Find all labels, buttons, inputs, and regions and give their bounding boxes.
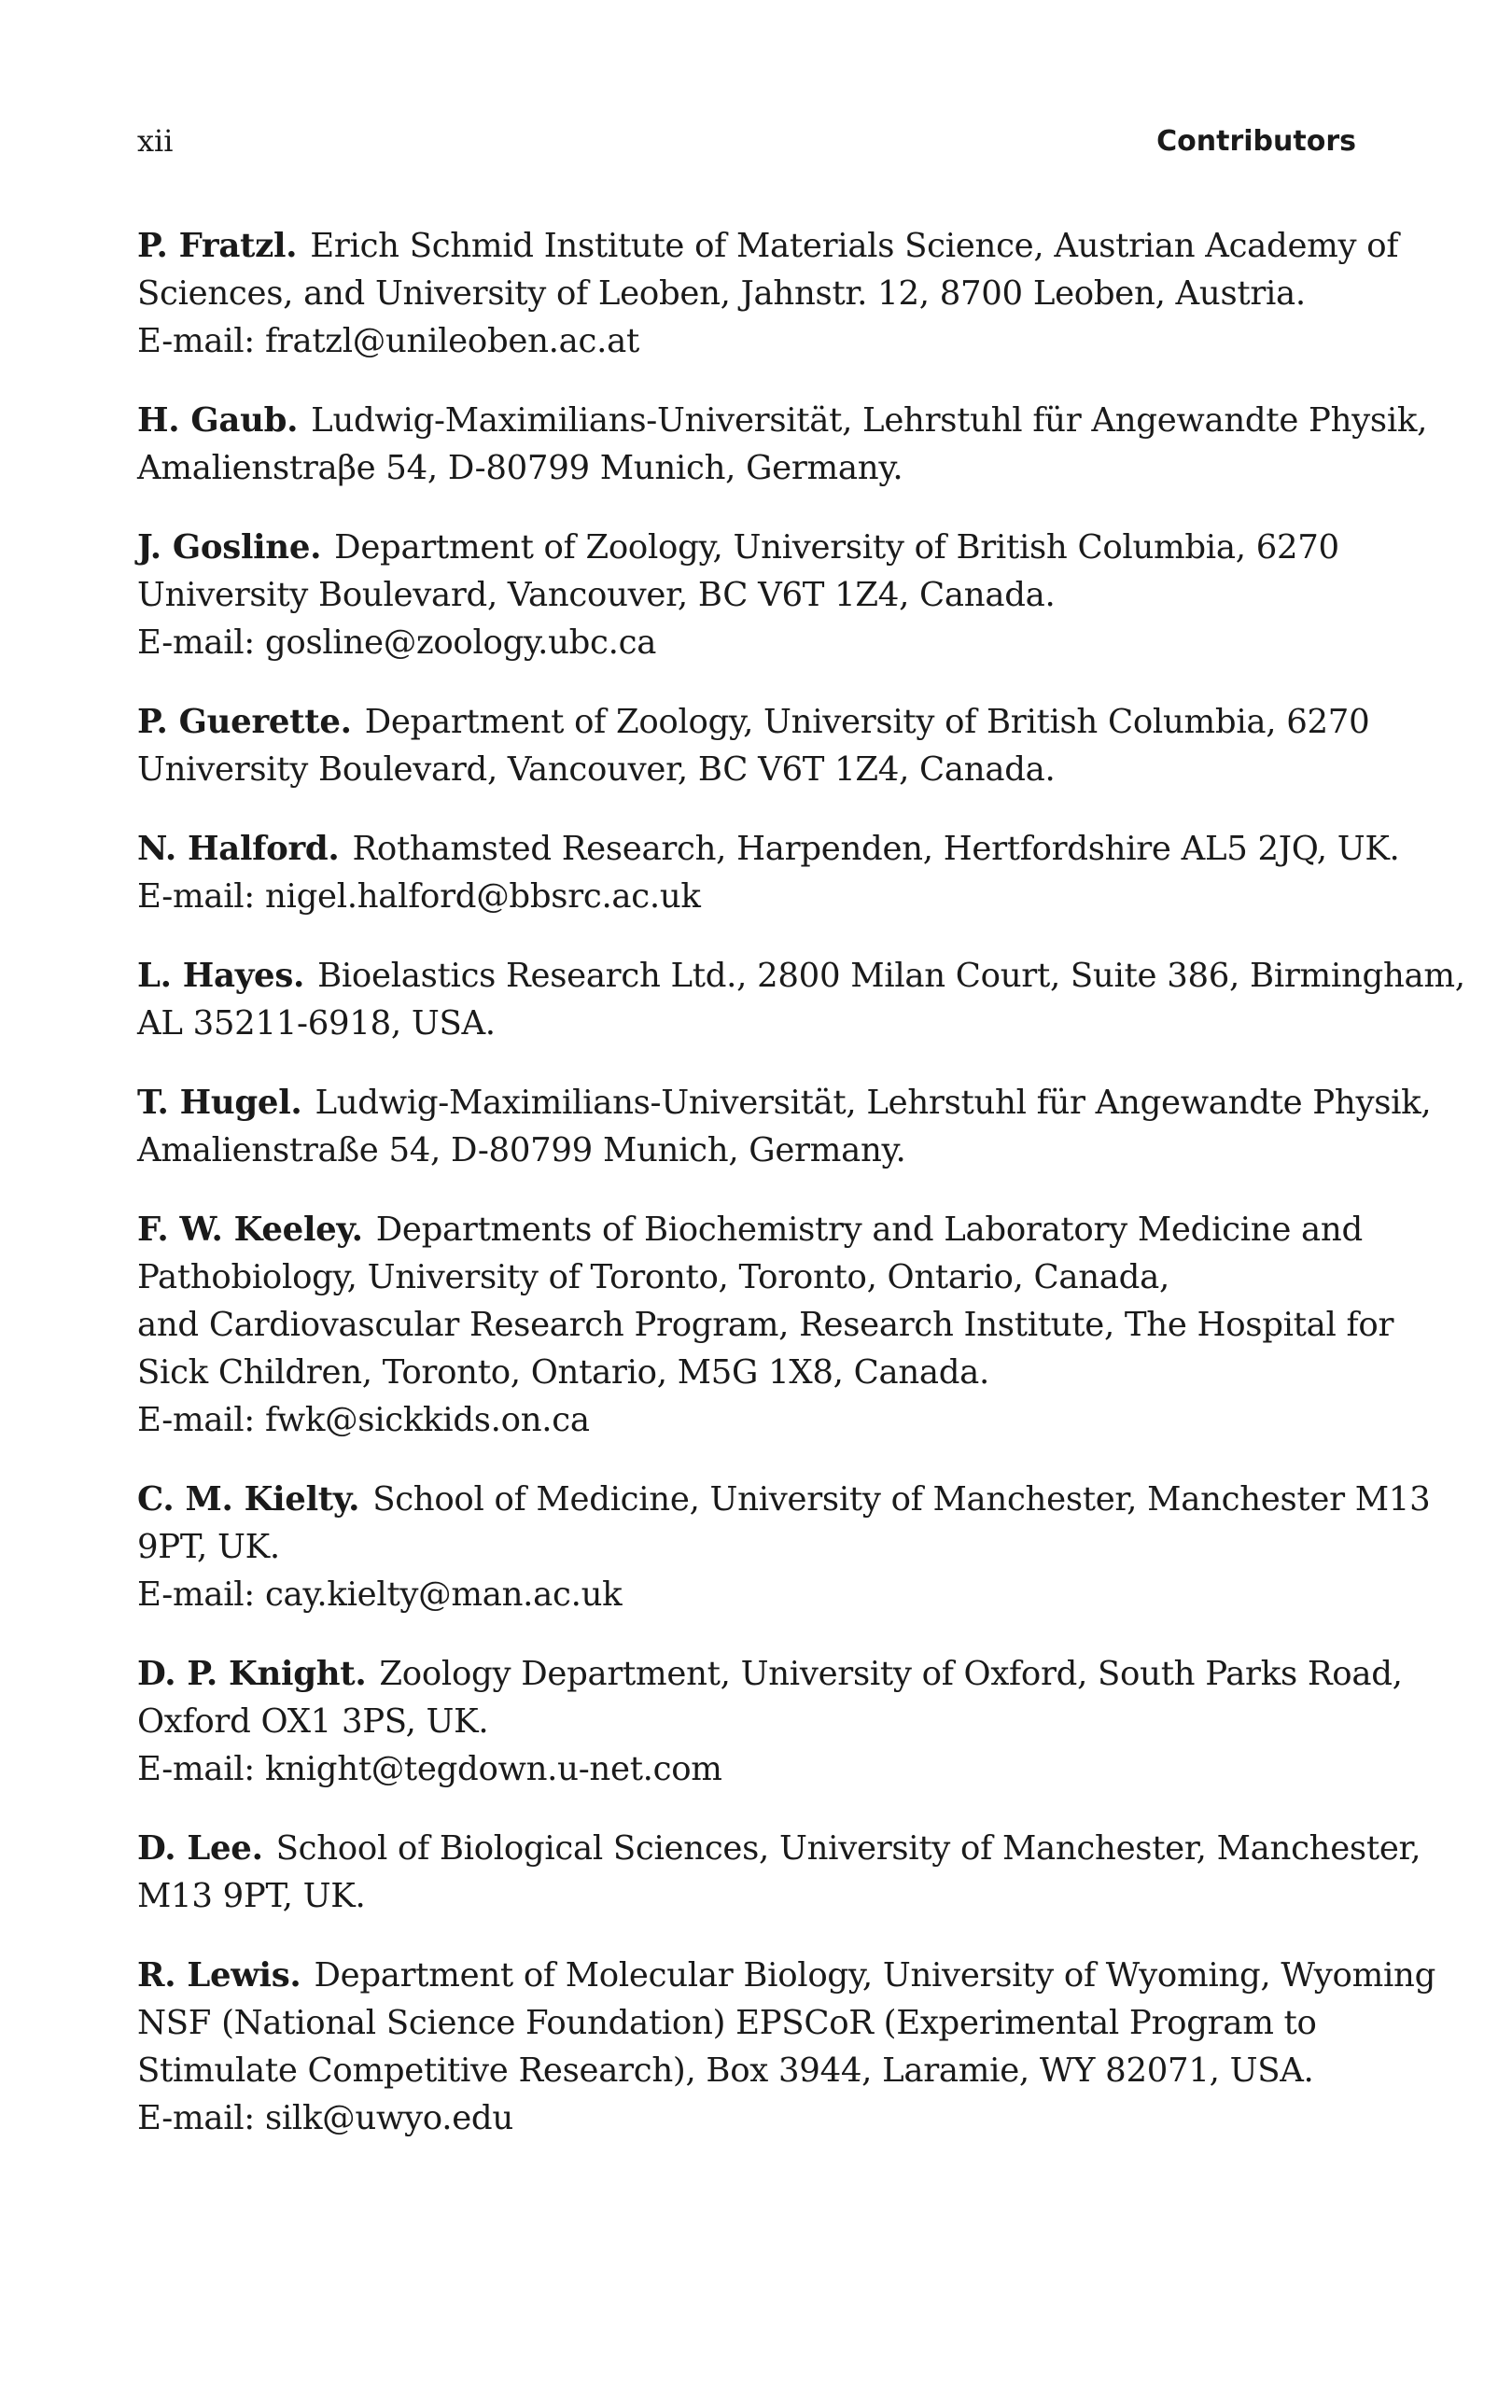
contributor-name: R. Lewis.: [137, 1956, 301, 1995]
affiliation-line: Sick Children, Toronto, Ontario, M5G 1X8, Canada.: [137, 1353, 990, 1392]
affiliation-line: 9PT, UK.: [137, 1528, 280, 1566]
affiliation-line: AL 35211-6918, USA.: [137, 1004, 496, 1043]
contributor-entry: [137, 524, 1379, 666]
contributor-name: F. W. Keeley.: [137, 1211, 363, 1249]
contributor-entry: [137, 1650, 1403, 1793]
affiliation-line: Oxford OX1 3PS, UK.: [137, 1702, 489, 1741]
contributor-name: P. Guerette.: [137, 703, 352, 741]
running-head: [137, 118, 1356, 164]
affiliation-line: Bioelastics Research Ltd., 2800 Milan Court, Suite 386, Birmingham,: [317, 957, 1465, 995]
section-title: Contributors: [1156, 124, 1356, 158]
affiliation-line: University Boulevard, Vancouver, BC V6T 1Z4, Canada.: [137, 576, 1056, 614]
affiliation-line: Ludwig-Maximilians-Universität, Lehrstuhl für Angewandte Physik,: [315, 1084, 1432, 1122]
contributor-entry: [137, 222, 1399, 365]
affiliation-line: Department of Zoology, University of British Columbia, 6270: [364, 703, 1370, 741]
affiliation-line: and Cardiovascular Research Program, Research Institute, The Hospital for: [137, 1306, 1394, 1344]
affiliation-line: Ludwig-Maximilians-Universität, Lehrstuhl für Angewandte Physik,: [311, 401, 1428, 440]
entry-first-line: [137, 1206, 1379, 1253]
contributor-entry: [137, 1952, 1436, 2142]
affiliation-line: Pathobiology, University of Toronto, Toronto, Ontario, Canada,: [137, 1258, 1169, 1296]
affiliation-line: Stimulate Competitive Research), Box 3944, Laramie, WY 82071, USA.: [137, 2051, 1314, 2090]
contributor-name: H. Gaub.: [137, 401, 299, 440]
contributor-name: L. Hayes.: [137, 957, 305, 995]
email-line: E-mail: silk@uwyo.edu: [137, 2099, 513, 2137]
contributor-entry: [137, 952, 1465, 1047]
affiliation-line: Rothamsted Research, Harpenden, Hertfordshire AL5 2JQ, UK.: [352, 830, 1400, 868]
entry-first-line: [137, 222, 1399, 270]
email-line: E-mail: knight@tegdown.u-net.com: [137, 1750, 722, 1788]
contributor-entry: [137, 698, 1379, 793]
entry-first-line: [137, 952, 1465, 1000]
email-line: E-mail: fratzl@unileoben.ac.at: [137, 322, 639, 360]
contributor-entry: [137, 1476, 1431, 1618]
contributor-name: P. Fratzl.: [137, 227, 298, 265]
email-line: E-mail: cay.kielty@man.ac.uk: [137, 1575, 623, 1614]
entry-first-line: [137, 1079, 1432, 1127]
affiliation-line: Amalienstraße 54, D-80799 Munich, Germany.: [137, 1131, 906, 1169]
contributor-entry: [137, 1079, 1432, 1174]
entry-first-line: [137, 397, 1428, 444]
affiliation-line: M13 9PT, UK.: [137, 1877, 366, 1915]
affiliation-line: School of Biological Sciences, University of Manchester, Manchester,: [275, 1829, 1421, 1868]
contributor-entry: [137, 825, 1400, 920]
contributor-entry: [137, 397, 1428, 492]
contributor-entry: [137, 1825, 1421, 1920]
contributor-name: C. M. Kielty.: [137, 1480, 360, 1519]
contributors-list: [137, 222, 1465, 2174]
page-number: xii: [137, 123, 174, 159]
entry-first-line: [137, 825, 1400, 873]
contributor-entry: [137, 1206, 1394, 1444]
contributor-name: D. P. Knight.: [137, 1655, 367, 1693]
affiliation-line: School of Medicine, University of Manchester, Manchester M13: [372, 1480, 1431, 1519]
contributor-name: N. Halford.: [137, 830, 340, 868]
affiliation-line: NSF (National Science Foundation) EPSCoR (Experimental Program to: [137, 2004, 1317, 2042]
contributor-name: D. Lee.: [137, 1829, 263, 1868]
affiliation-line: University Boulevard, Vancouver, BC V6T 1Z4, Canada.: [137, 750, 1056, 789]
affiliation-line: Department of Molecular Biology, University of Wyoming, Wyoming: [314, 1956, 1436, 1995]
affiliation-line: Department of Zoology, University of British Columbia, 6270: [334, 528, 1339, 567]
affiliation-line: Departments of Biochemistry and Laboratory Medicine and: [375, 1211, 1363, 1249]
entry-first-line: [137, 1952, 1436, 1999]
entry-first-line: [137, 1650, 1403, 1698]
email-line: E-mail: gosline@zoology.ubc.ca: [137, 623, 657, 662]
affiliation-line: Zoology Department, University of Oxford, South Parks Road,: [379, 1655, 1403, 1693]
email-line: E-mail: fwk@sickkids.on.ca: [137, 1401, 590, 1439]
contributor-name: J. Gosline.: [137, 528, 322, 567]
contributor-name: T. Hugel.: [137, 1084, 302, 1122]
entry-first-line: [137, 524, 1379, 571]
entry-first-line: [137, 1825, 1421, 1872]
affiliation-line: Sciences, and University of Leoben, Jahnstr. 12, 8700 Leoben, Austria.: [137, 274, 1306, 313]
email-line: E-mail: nigel.halford@bbsrc.ac.uk: [137, 877, 701, 916]
affiliation-line: Amalienstraβe 54, D-80799 Munich, Germany.: [137, 449, 903, 487]
affiliation-line: Erich Schmid Institute of Materials Science, Austrian Academy of: [310, 227, 1399, 265]
entry-first-line: [137, 1476, 1431, 1523]
entry-first-line: [137, 698, 1379, 746]
